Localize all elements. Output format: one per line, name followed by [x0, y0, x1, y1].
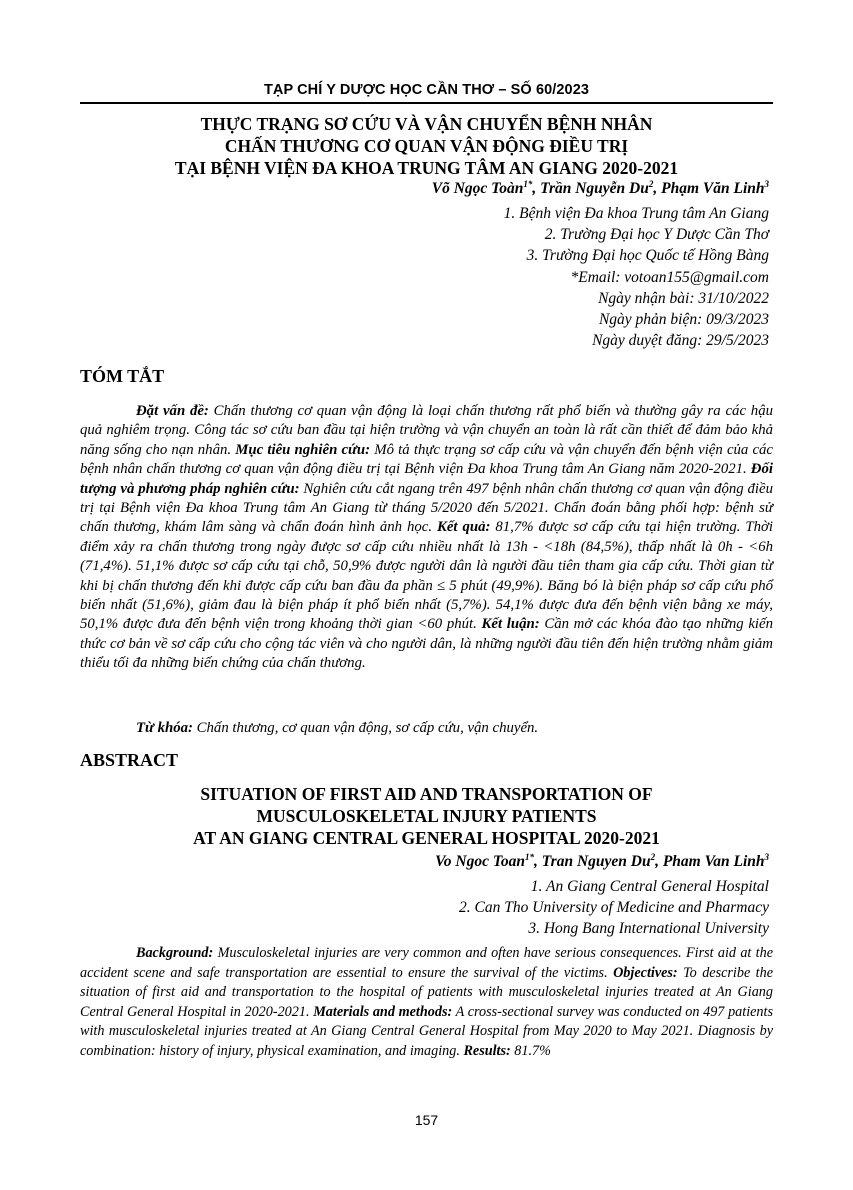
- label-objectives: Mục tiêu nghiên cứu:: [235, 441, 371, 458]
- text-results: 81.7%: [510, 1042, 551, 1059]
- text-background: Chấn thương cơ quan vận động là loại chấn thương rất phổ biến và thường gây ra các hậu quả nghiêm trọng. Công tác sơ cứu ban đầu tại hiện trường và vận chuyển an toàn là rất cần thiết để đảm bảo khả năng sống cho nạn nhân.: [80, 403, 773, 458]
- affiliation: 3. Hong Bang International University: [528, 920, 769, 938]
- author-separator: ,: [534, 853, 542, 870]
- reviewed-date: Ngày phản biện: 09/3/2023: [598, 311, 769, 329]
- author-sup: 3: [764, 852, 769, 862]
- author-name: Vo Ngoc Toan: [435, 853, 526, 870]
- english-title-line: SITUATION OF FIRST AID AND TRANSPORTATION OF: [200, 784, 653, 804]
- label-keywords: Từ khóa:: [136, 720, 193, 736]
- received-date: Ngày nhận bài: 31/10/2022: [598, 289, 769, 307]
- author-separator: ,: [532, 180, 541, 197]
- label-objectives: Objectives:: [613, 964, 678, 981]
- text-results: 81,7% được sơ cấp cứu tại hiện trường. Thời điểm xảy ra chấn thương trong ngày được sơ cấp cứu nhiều nhất là 13h - <18h (84,5%), thấp nhất là 0h - <6h (71,4%). 51,1% được sơ cấp cứu tại chỗ, 50,9% được người dân là người đầu tiên tham gia cấp cứu. Thời gian từ khi bị chấn thương đến khi được cấp cứu ban đầu đa phần ≤ 5 phút (49,9%). Băng bó là biện pháp sơ cấp cứu phổ biến nhất (51,6%), giảm đau là biện pháp ít phổ biến nhất (5,7%). 54,1% được đưa đến bệnh viện bằng xe máy, 50,1% được đưa đến bệnh viện trong khoảng thời gian <60 phút.: [80, 519, 774, 633]
- page-number: 157: [414, 1112, 439, 1128]
- english-title-line: MUSCULOSKELETAL INJURY PATIENTS: [256, 806, 597, 826]
- label-results: Kết quả:: [436, 519, 491, 536]
- author-sup: 1*: [525, 852, 535, 862]
- vietnamese-title-line: TẠI BỆNH VIỆN ĐA KHOA TRUNG TÂM AN GIANG 2020-2021: [174, 158, 679, 178]
- label-methods: Materials and methods:: [313, 1003, 453, 1020]
- text-objectives: To describe the situation of first aid and transportation to the hospital of patients with musculoskeletal injuries treated at An Giang Central General Hospital in 2020-2021.: [80, 964, 774, 1020]
- author-name: Phạm Văn Linh: [661, 180, 765, 197]
- journal-header: TẠP CHÍ Y DƯỢC HỌC CẦN THƠ – SỐ 60/2023: [263, 82, 590, 98]
- vietnamese-title-line: THỰC TRẠNG SƠ CỨU VÀ VẬN CHUYỂN BỆNH NHÂN: [200, 114, 653, 134]
- label-background: Background:: [136, 945, 214, 961]
- affiliation: 3. Trường Đại học Quốc tế Hồng Bàng: [526, 247, 769, 265]
- author-sup: 2: [648, 179, 654, 189]
- affiliation: 1. An Giang Central General Hospital: [530, 878, 769, 895]
- text-methods: A cross-sectional survey was conducted on 497 patients with musculoskeletal injuries treated at An Giang Central General Hospital from May 2020 to May 2021. Diagnosis by combination: history of injury, physical examination, and imaging.: [80, 1003, 773, 1059]
- label-background: Đặt vấn đề:: [136, 403, 209, 419]
- text-objectives: Mô tả thực trạng sơ cấp cứu và vận chuyển đến bệnh viện của các bệnh nhân chấn thương cơ quan vận động điều trị tại Bệnh viện Đa khoa Trung tâm An Giang năm 2020-2021.: [80, 441, 774, 478]
- header-rule: [80, 102, 773, 104]
- text-background: Musculoskeletal injuries are very common and often have serious consequences. First aid at the accident scene and safe transportation are essential to ensure the survival of the victims.: [80, 945, 773, 981]
- author-sup: 1*: [523, 179, 533, 189]
- author-separator: ,: [655, 853, 663, 870]
- author-sup: 2: [650, 852, 656, 862]
- english-title-line: AT AN GIANG CENTRAL GENERAL HOSPITAL 2020-2021: [193, 828, 660, 848]
- author-name: Trần Nguyễn Du: [540, 180, 649, 197]
- abstract-heading: ABSTRACT: [80, 750, 179, 770]
- english-title: [80, 783, 773, 849]
- label-conclusion: Kết luận:: [481, 616, 540, 633]
- summary-heading: TÓM TẮT: [80, 366, 165, 386]
- label-results: Results:: [463, 1042, 511, 1059]
- text-conclusion: Cần mở các khóa đào tạo những kiến thức cơ bản về sơ cấp cứu cho cộng tác viên và cho người dân, là những người đầu tiên đến hiện trường nhằm giảm thiểu tối đa những biến chứng của chấn thương.: [80, 616, 773, 672]
- english-abstract: [80, 944, 773, 1062]
- vietnamese-title: [80, 113, 773, 179]
- vietnamese-summary: [80, 402, 773, 674]
- affiliation: 2. Trường Đại học Y Dược Cần Thơ: [544, 226, 769, 244]
- affiliation: 2. Can Tho University of Medicine and Pharmacy: [459, 899, 769, 917]
- affiliation: 1. Bệnh viện Đa khoa Trung tâm An Giang: [503, 205, 769, 222]
- author-separator: ,: [653, 180, 662, 197]
- label-methods: Đối tượng và phương pháp nghiên cứu:: [80, 461, 773, 497]
- vietnamese-affiliations: [504, 203, 769, 351]
- author-name: Tran Nguyen Du: [541, 853, 651, 870]
- vietnamese-title-line: CHẤN THƯƠNG CƠ QUAN VẬN ĐỘNG ĐIỀU TRỊ: [224, 136, 629, 156]
- text-methods: Nghiên cứu cắt ngang trên 497 bệnh nhân chấn thương cơ quan vận động điều trị tại Bệnh viện Đa khoa Trung tâm An Giang từ tháng 5/2020 đến 5/2021. Chẩn đoán bằng phối hợp: bệnh sử chấn thương, khám lâm sàng và chẩn đoán hình ảnh học.: [80, 480, 773, 536]
- english-authors: [435, 853, 769, 871]
- author-name: Pham Van Linh: [662, 853, 765, 870]
- accepted-date: Ngày duyệt đăng: 29/5/2023: [592, 332, 769, 350]
- english-affiliations: [459, 876, 769, 940]
- vietnamese-authors: [432, 180, 769, 198]
- author-name: Võ Ngọc Toàn: [431, 180, 524, 197]
- author-sup: 3: [764, 179, 769, 189]
- email: *Email: votoan155@gmail.com: [570, 268, 769, 286]
- keywords: [136, 720, 538, 737]
- text-keywords: Chấn thương, cơ quan vận động, sơ cấp cứu, vận chuyển.: [192, 720, 539, 736]
